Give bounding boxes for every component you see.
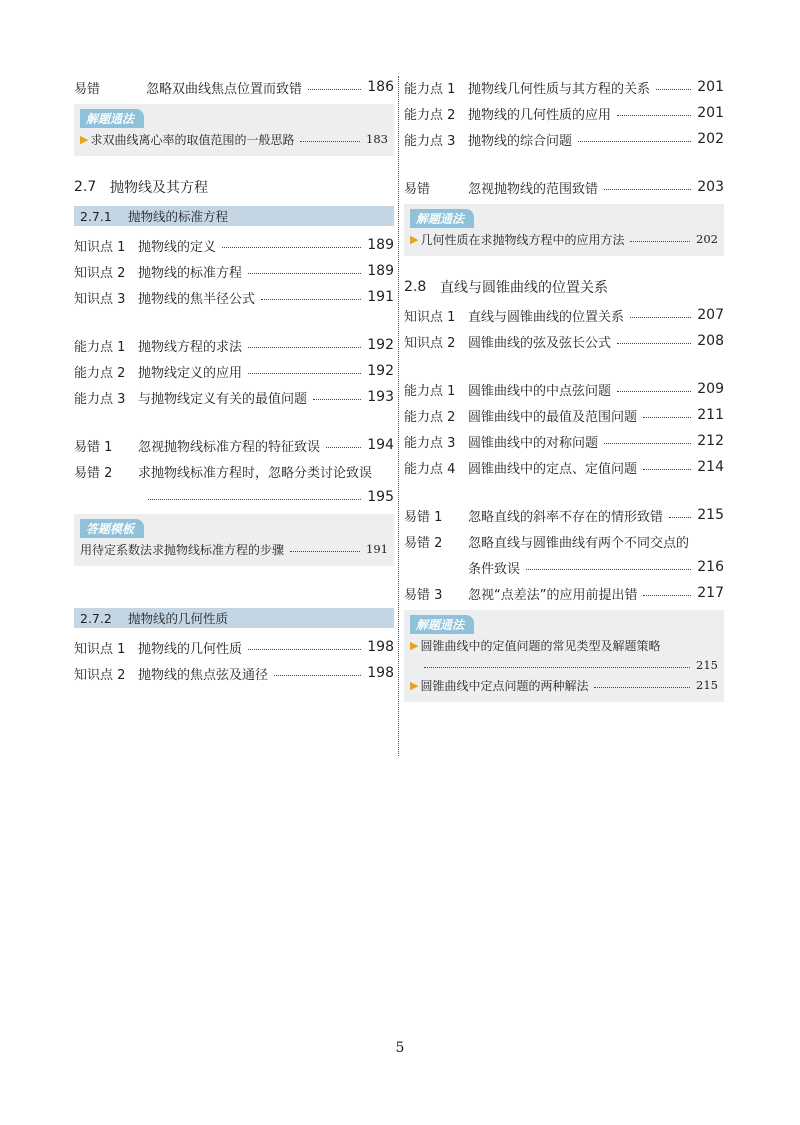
entry-title: 圆锥曲线中的定点、定值问题 [468,461,638,477]
leader-dots [643,595,691,596]
box-entry-title: 用待定系数法求抛物线标准方程的步骤 [80,542,285,557]
box-entry[interactable] [80,538,388,560]
section-heading[interactable] [74,172,394,202]
entry-page: 216 [697,559,724,575]
box-entry-title: 圆锥曲线中的定值问题的常见类型及解题策略 [420,638,661,653]
box-entry-title: 几何性质在求抛物线方程中的应用方法 [420,232,625,247]
entry-page: 189 [367,237,394,253]
leader-dots [578,141,691,142]
entry-page: 209 [697,381,724,397]
toc-entry[interactable] [74,458,394,484]
entry-title: 抛物线定义的应用 [138,365,243,381]
leader-dots [326,447,361,448]
method-box [404,610,724,702]
entry-title: 忽略直线的斜率不存在的情形致错 [468,509,664,525]
method-box [404,204,724,256]
leader-dots [643,417,691,418]
triangle-bullet-icon: ▶ [410,678,419,692]
entry-title: 忽略直线与圆锥曲线有两个不同交点的 [468,535,690,551]
toc-entry[interactable] [74,358,394,384]
entry-label: 能力点 2 [404,409,456,425]
entry-title: 直线与圆锥曲线的位置关系 [468,309,625,325]
toc-entry[interactable] [404,302,724,328]
subsection-heading[interactable] [74,206,394,226]
method-box [74,104,394,156]
entry-label: 能力点 4 [404,461,456,477]
entry-title: 与抛物线定义有关的最值问题 [138,391,308,407]
toc-entry[interactable] [74,332,394,358]
box-entry[interactable] [410,634,718,656]
box-entry-title: 圆锥曲线中定点问题的两种解法 [420,678,589,693]
entry-title: 忽略双曲线焦点位置而致错 [146,81,303,97]
toc-entry[interactable] [74,232,394,258]
toc-entry[interactable] [404,454,724,480]
toc-entry[interactable] [404,126,724,152]
leader-dots [669,517,691,518]
entry-title: 忽视抛物线标准方程的特征致误 [138,439,321,455]
entry-label: 易错 [404,181,431,197]
entry-title: 圆锥曲线中的最值及范围问题 [468,409,638,425]
leader-dots [656,89,691,90]
entry-title: 抛物线的几何性质的应用 [468,107,612,123]
toc-entry[interactable] [74,384,394,410]
leader-dots [248,373,361,374]
toc-entry[interactable] [404,402,724,428]
toc-entry-continuation[interactable] [404,554,724,580]
leader-dots [604,189,691,190]
section-number: 2.8 [404,279,427,295]
section-number: 2.7 [74,179,97,195]
section-title: 抛物线及其方程 [110,180,208,196]
entry-page: 217 [697,585,724,601]
entry-title: 抛物线几何性质与其方程的关系 [468,81,651,97]
section-title: 直线与圆锥曲线的位置关系 [440,280,608,296]
toc-entry[interactable] [74,634,394,660]
entry-page: 186 [367,79,394,95]
entry-page: 198 [367,665,394,681]
entry-label: 知识点 1 [74,239,126,255]
entry-label: 能力点 3 [404,435,456,451]
toc-entry[interactable] [404,376,724,402]
leader-dots [643,469,691,470]
toc-entry[interactable] [74,432,394,458]
leader-dots [248,347,361,348]
toc-entry[interactable] [404,428,724,454]
entry-label: 能力点 2 [404,107,456,123]
box-entry[interactable] [410,674,718,696]
entry-title-continued: 条件致误 [468,561,521,577]
entry-title: 抛物线的标准方程 [138,265,243,281]
entry-label: 知识点 1 [74,641,126,657]
box-tag: 解题通法 [80,109,144,128]
entry-page: 191 [367,289,394,305]
entry-label: 能力点 2 [74,365,126,381]
leader-dots [604,443,691,444]
entry-label: 能力点 1 [404,383,456,399]
entry-title: 抛物线的焦点弦及通径 [138,667,269,683]
toc-entry[interactable] [404,74,724,100]
entry-label: 易错 1 [74,439,113,455]
entry-page: 201 [697,79,724,95]
leader-dots [300,141,360,142]
leader-dots [526,569,691,570]
entry-label: 能力点 3 [404,133,456,149]
box-entry-page: 215 [696,658,718,672]
toc-entry[interactable] [404,328,724,354]
leader-dots [617,343,691,344]
entry-page: 201 [697,105,724,121]
box-tag: 解题通法 [410,615,474,634]
triangle-bullet-icon: ▶ [410,232,419,246]
toc-entry[interactable] [404,502,724,528]
entry-title: 圆锥曲线的弦及弦长公式 [468,335,612,351]
toc-entry[interactable] [404,100,724,126]
entry-title: 抛物线的定义 [138,239,217,255]
leader-dots [222,247,361,248]
entry-page: 215 [697,507,724,523]
leader-dots [308,89,361,90]
page-number: 5 [395,1040,405,1056]
leader-dots [290,551,360,552]
entry-label: 能力点 1 [404,81,456,97]
entry-label: 知识点 1 [404,309,456,325]
box-entry-page: 215 [696,678,718,692]
entry-label: 易错 2 [74,465,113,481]
box-entry-page: 191 [366,542,388,556]
entry-label: 易错 [74,81,101,97]
entry-page: 208 [697,333,724,349]
toc-right-column [404,74,724,708]
entry-label: 知识点 3 [74,291,126,307]
entry-page: 195 [367,489,394,505]
box-entry-page: 183 [366,132,388,146]
entry-label: 能力点 1 [74,339,126,355]
entry-label: 易错 2 [404,535,443,551]
entry-title: 忽视“点差法”的应用前提出错 [468,587,638,603]
entry-title: 抛物线的综合问题 [468,133,573,149]
triangle-bullet-icon: ▶ [410,638,419,652]
entry-title: 抛物线的焦半径公式 [138,291,256,307]
box-tag: 答题模板 [80,519,144,538]
leader-dots [261,299,361,300]
toc-entry[interactable] [74,258,394,284]
entry-label: 知识点 2 [404,335,456,351]
leader-dots [274,675,361,676]
leader-dots [313,399,361,400]
leader-dots [594,687,690,688]
box-tag: 解题通法 [410,209,474,228]
toc-entry[interactable] [74,660,394,686]
entry-label: 易错 3 [404,587,443,603]
toc-entry-continuation[interactable] [74,484,394,510]
leader-dots [248,649,361,650]
toc-left-column [74,74,394,686]
entry-title: 抛物线的几何性质 [138,641,243,657]
subsection-number: 2.7.2 [80,610,112,626]
toc-entry[interactable] [404,174,724,200]
box-entry-title: 求双曲线离心率的取值范围的一般思路 [90,132,295,147]
box-entry[interactable] [410,228,718,250]
entry-label: 易错 1 [404,509,443,525]
leader-dots [424,667,690,668]
leader-dots [617,115,691,116]
section-heading[interactable] [404,272,724,302]
entry-page: 212 [697,433,724,449]
triangle-bullet-icon: ▶ [80,132,89,146]
entry-label: 知识点 2 [74,265,126,281]
column-divider [398,76,399,756]
entry-title: 求抛物线标准方程时，忽略分类讨论致误 [138,465,373,481]
entry-page: 198 [367,639,394,655]
leader-dots [248,273,361,274]
entry-title: 圆锥曲线中的对称问题 [468,435,599,451]
entry-page: 203 [697,179,724,195]
entry-page: 194 [367,437,394,453]
subsection-heading[interactable] [74,608,394,628]
toc-entry[interactable] [404,528,724,554]
entry-label: 能力点 3 [74,391,126,407]
entry-page: 202 [697,131,724,147]
box-entry[interactable] [80,128,388,150]
leader-dots [617,391,691,392]
toc-entry[interactable] [74,74,394,100]
entry-page: 207 [697,307,724,323]
entry-title: 圆锥曲线中的中点弦问题 [468,383,612,399]
entry-title: 抛物线方程的求法 [138,339,243,355]
toc-entry[interactable] [404,580,724,606]
box-entry-page: 202 [696,232,718,246]
entry-page: 192 [367,363,394,379]
entry-page: 214 [697,459,724,475]
entry-title: 忽视抛物线的范围致错 [468,181,599,197]
entry-label: 知识点 2 [74,667,126,683]
leader-dots [630,241,690,242]
template-box [74,514,394,566]
leader-dots [630,317,691,318]
leader-dots [148,499,361,500]
subsection-number: 2.7.1 [80,208,112,224]
entry-page: 192 [367,337,394,353]
entry-page: 193 [367,389,394,405]
subsection-title: 抛物线的标准方程 [128,209,229,224]
entry-page: 189 [367,263,394,279]
box-entry-continuation[interactable] [410,656,718,674]
entry-page: 211 [697,407,724,423]
subsection-title: 抛物线的几何性质 [128,611,229,626]
toc-entry[interactable] [74,284,394,310]
